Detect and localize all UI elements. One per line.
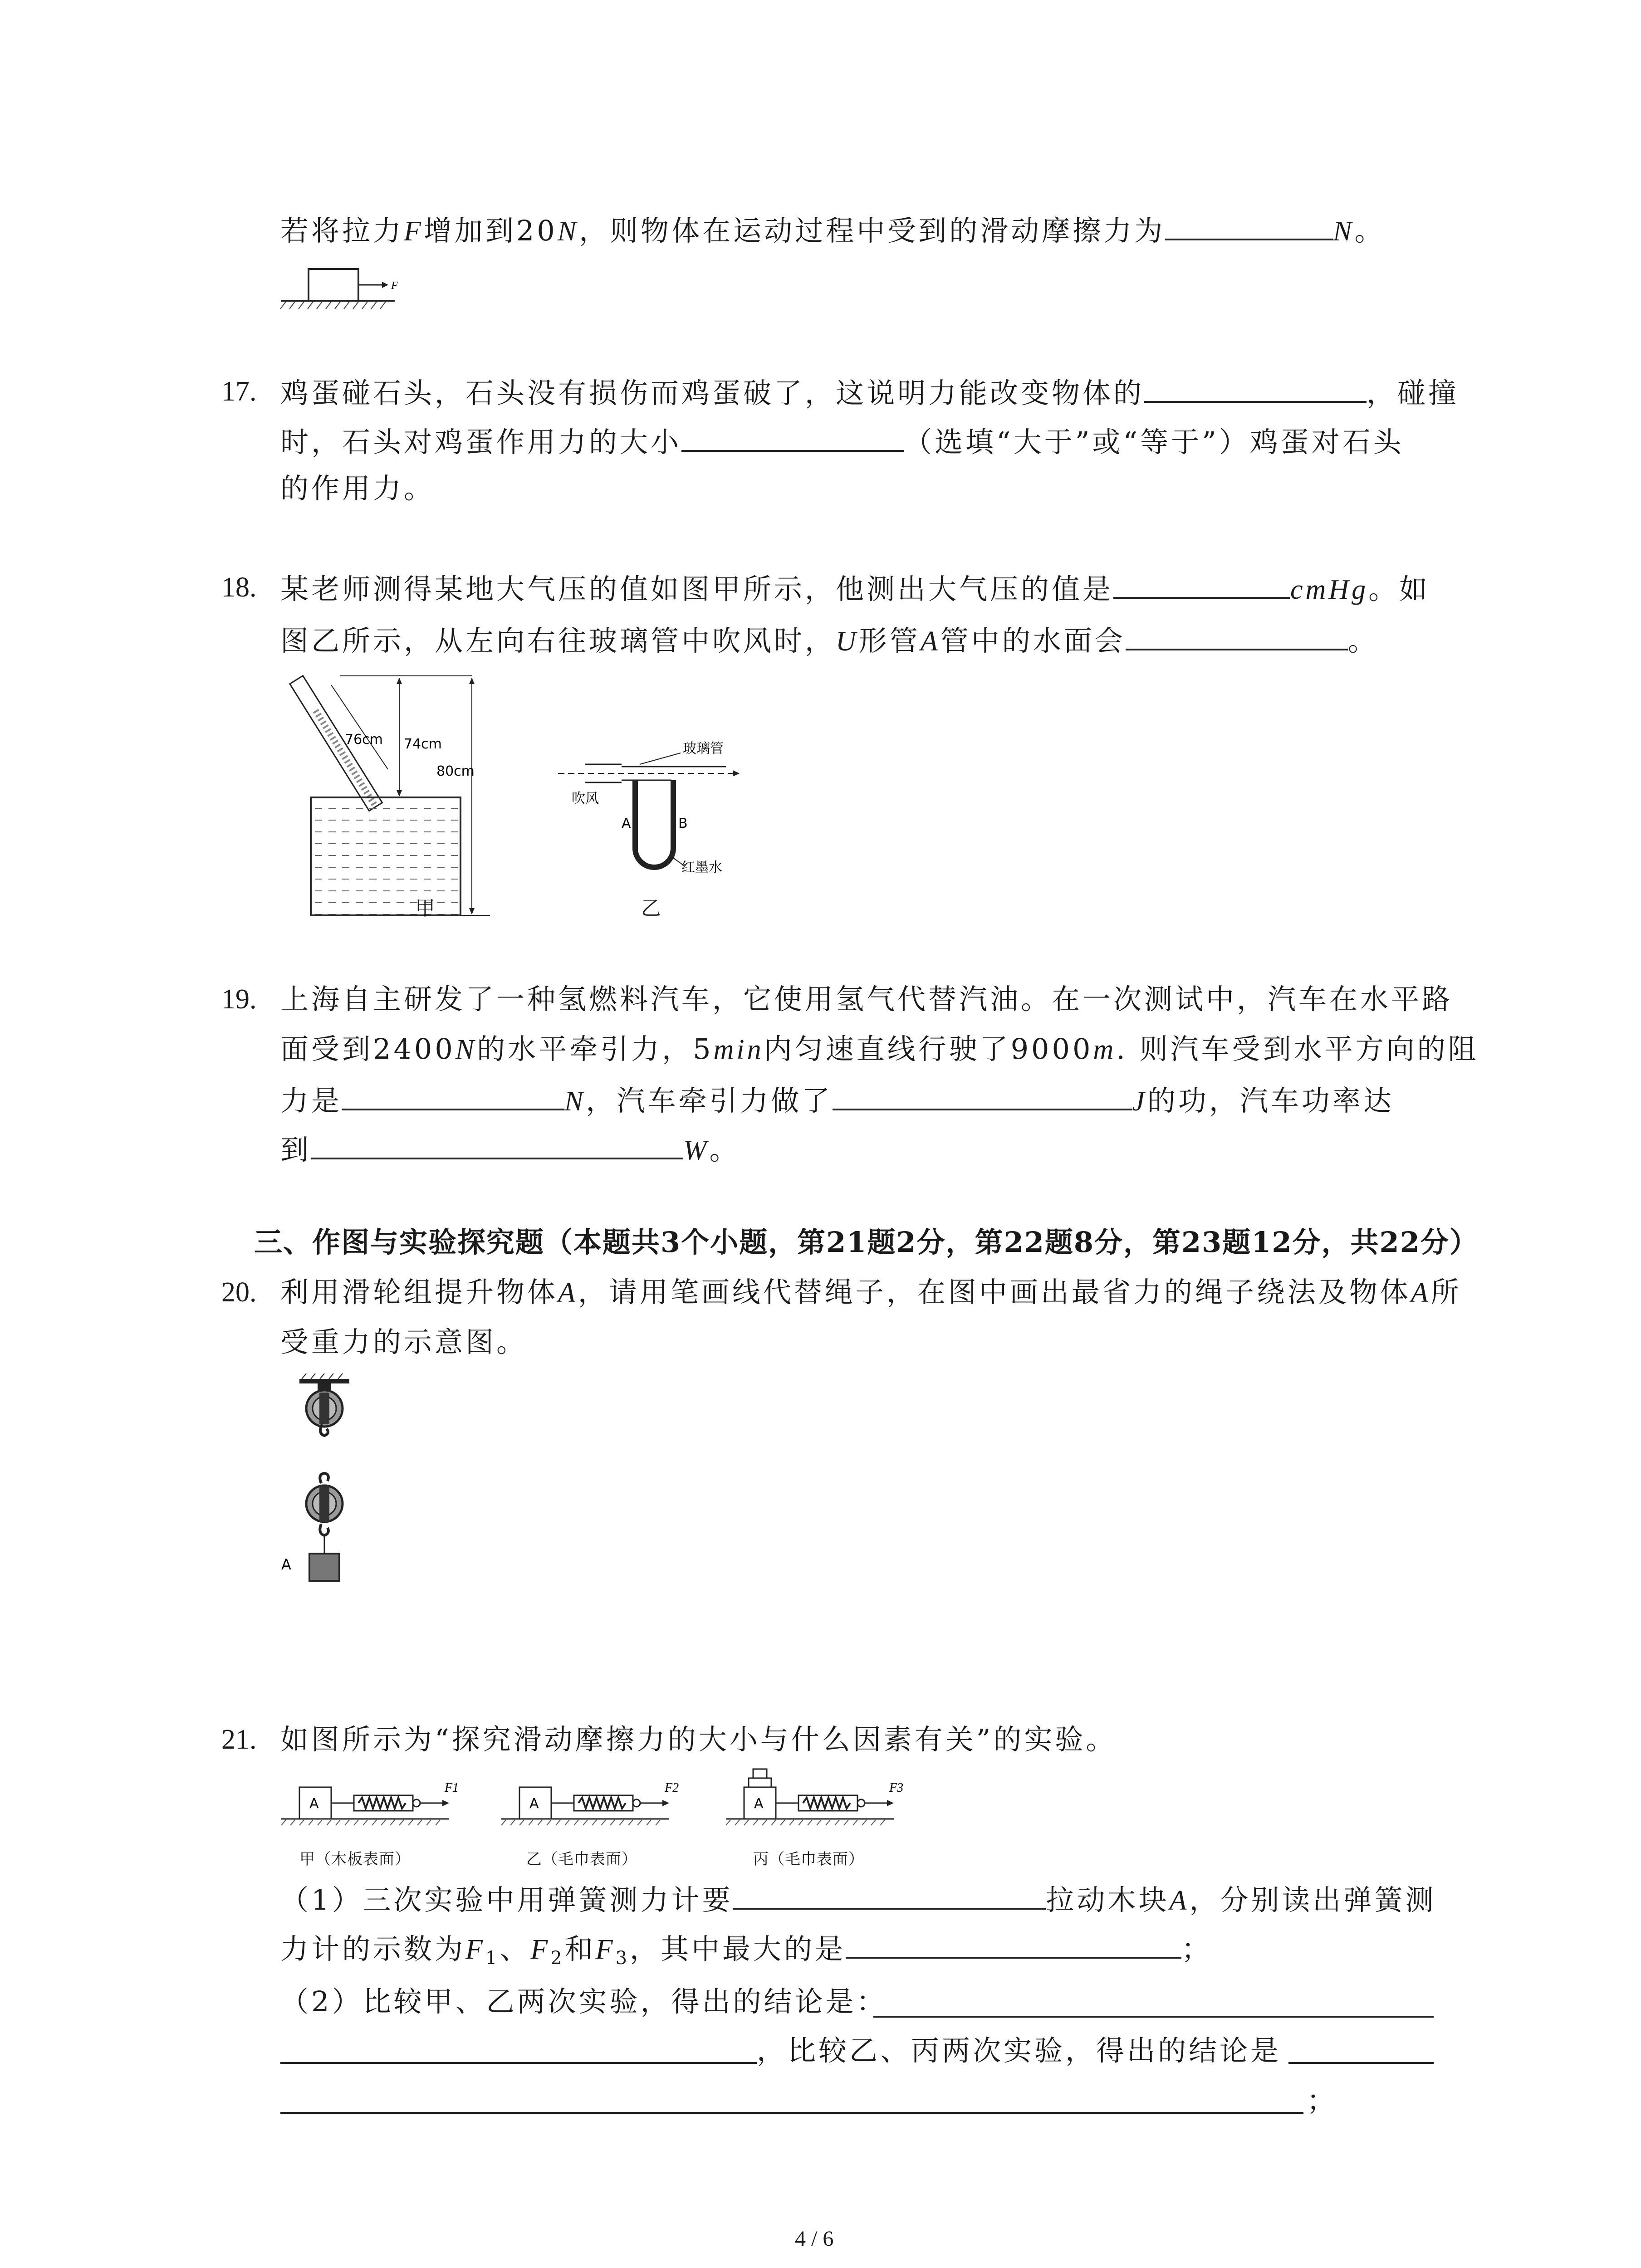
- label-A: A: [309, 1796, 319, 1812]
- text: . 则汽车受到水平方向的阻: [1116, 1032, 1479, 1066]
- q16-tail-line: [280, 215, 1386, 245]
- q21-p2-line-1: [280, 1985, 887, 2018]
- var-A: A: [1169, 1885, 1190, 1916]
- label-80cm: 80cm: [436, 763, 475, 779]
- unit-N: N: [557, 216, 579, 247]
- q20-number: 20.: [221, 1277, 257, 1308]
- answer-blank-conclusion-1a[interactable]: [873, 1992, 1434, 2018]
- text: （1）三次实验中用弹簧测力计要: [280, 1883, 733, 1916]
- var-U: U: [836, 626, 859, 657]
- text: 所: [1430, 1276, 1462, 1309]
- text: ；: [1181, 1932, 1213, 1965]
- label-F2: F2: [665, 1781, 679, 1795]
- label-glass-tube: 玻璃管: [683, 741, 724, 757]
- text: 管中的水面会: [940, 624, 1126, 657]
- q17-line-1: [280, 376, 1460, 410]
- unit-m: m: [1093, 1034, 1117, 1065]
- text: 、: [500, 1932, 531, 1965]
- text: ，请用笔画线代替绳子，在图中画出最省力的绳子绕法及物体: [578, 1276, 1411, 1309]
- q17-line-2: [280, 425, 1404, 459]
- caption-yi: 乙: [641, 897, 664, 920]
- label-74cm: 74cm: [404, 736, 442, 752]
- label-A: A: [529, 1796, 539, 1812]
- q21-figure-jia: [277, 1769, 467, 1837]
- text: 拉动木块: [1046, 1883, 1170, 1916]
- q19-number: 19.: [221, 984, 257, 1015]
- q21-line-1: [280, 1725, 1117, 1754]
- text: ，比较乙、丙两次实验，得出的结论是: [757, 2034, 1282, 2067]
- text: 某老师测得某地大气压的值如图甲所示，他测出大气压的值是: [280, 572, 1114, 606]
- text: 。: [1354, 214, 1386, 247]
- text: 图乙所示，从左向右往玻璃管中吹风时，: [280, 624, 836, 657]
- text: ，分别读出弹簧测: [1189, 1883, 1436, 1916]
- text: ，其中最大的是: [630, 1932, 846, 1965]
- unit-J: J: [1132, 1086, 1147, 1117]
- text: （选填“大于”或“等于”）鸡蛋对石头: [904, 425, 1404, 459]
- text: 。: [1347, 624, 1379, 657]
- q21-figure-yi: [497, 1769, 687, 1837]
- page-number: 4 / 6: [795, 2227, 834, 2251]
- q17-number: 17.: [221, 376, 257, 407]
- text: 增加到20: [423, 214, 558, 247]
- text: ，汽车牵引力做了: [586, 1084, 833, 1117]
- q18-number: 18.: [221, 572, 257, 603]
- label-red-ink: 红墨水: [681, 860, 722, 875]
- q21-p2-line-3: [1307, 2084, 1338, 2117]
- var-F: F: [530, 1934, 551, 1965]
- q17-line-3: [280, 474, 435, 503]
- q21-number: 21.: [221, 1724, 257, 1755]
- label-76cm: 76cm: [345, 732, 383, 748]
- answer-blank-conclusion-1b[interactable]: [280, 2038, 757, 2064]
- var-A: A: [920, 626, 941, 657]
- text: ，碰撞: [1367, 376, 1460, 410]
- q21-p1-line-1: [280, 1884, 1436, 1915]
- q18-figure-jia: [272, 662, 563, 934]
- q18-line-1: [280, 573, 1430, 604]
- answer-blank-power[interactable]: [311, 1134, 683, 1159]
- var-F: F: [465, 1934, 485, 1965]
- q20-line-1: [280, 1278, 1462, 1307]
- text: 到: [280, 1133, 312, 1166]
- text: 受重力的示意图。: [280, 1325, 528, 1359]
- text: 。如: [1368, 572, 1430, 606]
- q20-line-2: [280, 1325, 528, 1359]
- answer-blank-conclusion-2b[interactable]: [280, 2088, 1303, 2114]
- text: 和: [564, 1932, 596, 1965]
- answer-blank-shape[interactable]: [1144, 377, 1367, 403]
- text: 利用滑轮组提升物体: [280, 1276, 558, 1309]
- label-F1: F1: [445, 1781, 459, 1795]
- answer-blank-friction[interactable]: [1165, 215, 1333, 240]
- text: 力是: [280, 1084, 343, 1117]
- text: 鸡蛋碰石头，石头没有损伤而鸡蛋破了，这说明力能改变物体的: [280, 376, 1145, 410]
- text: 力计的示数为: [280, 1932, 466, 1965]
- caption-jia-wood: 甲（木板表面）: [299, 1850, 411, 1868]
- q21-figure-bing: [721, 1760, 912, 1837]
- unit-W: W: [683, 1135, 710, 1166]
- q19-line-3: [280, 1085, 1394, 1115]
- text: ，则物体在运动过程中受到的滑动摩擦力为: [579, 214, 1166, 247]
- force-F-label: F: [391, 280, 398, 292]
- unit-cmHg: cmHg: [1290, 574, 1369, 605]
- var-A: A: [558, 1277, 578, 1308]
- var-A: A: [1411, 1277, 1431, 1308]
- answer-blank-conclusion-2a[interactable]: [1288, 2038, 1434, 2064]
- section-3-heading: 三、作图与实验探究题（本题共3个小题，第21题2分，第22题8分，第23题12分，共22分）: [254, 1226, 1479, 1259]
- text: 的功，汽车功率达: [1147, 1084, 1394, 1117]
- answer-blank-water-level[interactable]: [1126, 625, 1348, 650]
- text: 如图所示为“探究滑动摩擦力的大小与什么因素有关”的实验。: [280, 1723, 1117, 1756]
- text: 。: [709, 1133, 740, 1166]
- sub-1: 1: [485, 1948, 500, 1969]
- label-F3: F3: [889, 1781, 904, 1795]
- text: （2）比较甲、乙两次实验，得出的结论是：: [280, 1985, 887, 2018]
- var-F: F: [404, 216, 424, 247]
- answer-blank-max-force[interactable]: [846, 1933, 1181, 1959]
- answer-blank-motion[interactable]: [733, 1884, 1046, 1910]
- text: ；: [1307, 2084, 1338, 2117]
- q21-p2-line-2: [757, 2034, 1282, 2067]
- label-B: B: [678, 816, 688, 831]
- text: 面受到2400: [280, 1032, 456, 1066]
- q21-p1-line-2: [280, 1933, 1212, 1972]
- answer-blank-work[interactable]: [833, 1085, 1132, 1110]
- q19-line-1: [280, 982, 1453, 1016]
- text: 形管: [858, 624, 921, 657]
- unit-min: min: [713, 1034, 764, 1065]
- var-F: F: [595, 1934, 616, 1965]
- text: 的作用力。: [280, 472, 435, 505]
- sub-2: 2: [550, 1948, 565, 1969]
- unit-N: N: [1333, 216, 1355, 247]
- label-A: A: [281, 1556, 291, 1573]
- label-A: A: [754, 1796, 764, 1812]
- q18-figure-yi: [554, 730, 762, 875]
- q18-line-2: [280, 625, 1379, 655]
- unit-N: N: [564, 1086, 586, 1117]
- text: 时，石头对鸡蛋作用力的大小: [280, 425, 682, 459]
- text: 上海自主研发了一种氢燃料汽车，它使用氢气代替汽油。在一次测试中，汽车在水平路: [280, 982, 1453, 1016]
- q19-line-4: [280, 1134, 740, 1164]
- label-A: A: [622, 816, 631, 831]
- text: 内匀速直线行驶了9000: [764, 1032, 1093, 1066]
- caption-bing-towel: 丙（毛巾表面）: [753, 1850, 864, 1868]
- answer-blank-pressure[interactable]: [1113, 573, 1290, 599]
- caption-yi-towel: 乙（毛巾表面）: [526, 1850, 637, 1868]
- q20-pulley-figure: [272, 1370, 381, 1597]
- answer-blank-resistance[interactable]: [342, 1085, 564, 1110]
- answer-blank-compare[interactable]: [681, 426, 904, 452]
- label-blow: 吹风: [572, 791, 599, 807]
- q16-figure-block: [277, 256, 413, 311]
- caption-jia: 甲: [415, 897, 438, 920]
- unit-N: N: [455, 1034, 477, 1065]
- sub-3: 3: [615, 1948, 630, 1969]
- text: 若将拉力: [280, 214, 404, 247]
- q19-line-2: [280, 1032, 1479, 1066]
- text: 的水平牵引力，5: [477, 1032, 714, 1066]
